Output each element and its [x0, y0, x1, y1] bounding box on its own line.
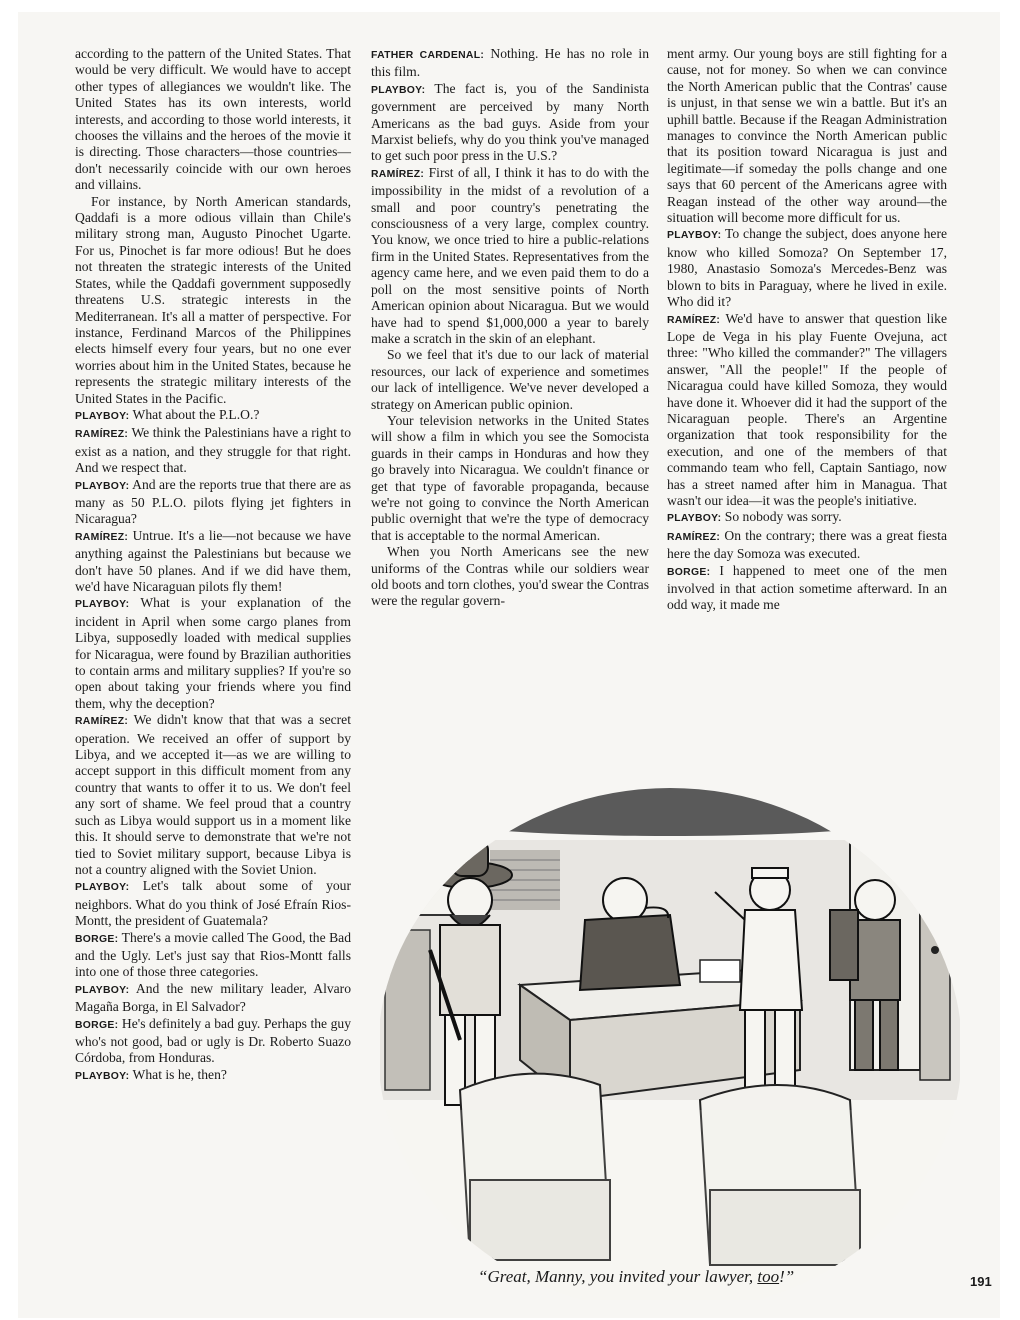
speaker-label: PLAYBOY:	[75, 882, 130, 894]
paragraph	[371, 81, 649, 165]
paragraph-text: When you North Americans see the new uniforms of the Contras while our soldiers wear old boots and torn clothes, you'd swear the Contras were the regular govern-	[371, 544, 649, 609]
paragraph-text: So nobody was sorry.	[724, 509, 842, 525]
paragraph	[75, 981, 351, 1016]
paragraph-text: according to the pattern of the United States. That would be very difficult. We would have to accept other types of allegiances we wouldn't like. The United States has its own interests, world interests, and according to those world interests, it chooses the villains and the heroes of the movie it is directing. Those characters—those countries—don't necessarily coincide with our own heroes and villains.	[75, 46, 351, 193]
paragraph	[667, 311, 947, 510]
paragraph-text: Untrue. It's a lie—not because we have anything against the Palestinians but because we don't have 50 planes. And if we did have them, we'd have Nicaraguan pilots fly them!	[75, 527, 351, 594]
paragraph	[75, 407, 351, 425]
paragraph-text: And are the reports true that there are as many as 50 P.L.O. pilots flying jet fighters in Nicaragua?	[75, 476, 351, 527]
paragraph	[371, 46, 649, 81]
paragraph	[75, 477, 351, 528]
paragraph-text: Let's talk about some of your neighbors. What do you think of José Efraín Rios-Montt, the president of Guatemala?	[75, 878, 351, 929]
paragraph	[667, 46, 947, 226]
speaker-label: PLAYBOY:	[75, 480, 130, 492]
speaker-label: PLAYBOY:	[667, 513, 722, 525]
speaker-label: PLAYBOY:	[75, 599, 130, 611]
speaker-label: PLAYBOY:	[75, 984, 130, 996]
paragraph	[75, 194, 351, 407]
paragraph	[667, 563, 947, 614]
paragraph	[371, 347, 649, 413]
paragraph-text: There's a movie called The Good, the Bad and the Ugly. Let's just say that Rios-Montt falls into one of those three categories.	[75, 929, 352, 980]
paragraph-text: Nothing. He has no role in this film.	[371, 46, 649, 80]
speaker-label: PLAYBOY:	[667, 230, 722, 242]
cartoon-caption: “Great, Manny, you invited your lawyer, too!”	[478, 1267, 795, 1286]
paragraph-text: To change the subject, does anyone here know who killed Somoza? On September 17, 1980, Anastasio Somoza's Mercedes-Benz was blown to bits in Paraguay, where he lived in exile. Who did it?	[667, 226, 948, 310]
paragraph-text: The fact is, you of the Sandinista government are perceived by many North Americans as the bad guys. Aside from your Marxist beliefs, why do you think you've managed to get such poor press in the U.S.?	[371, 80, 649, 164]
paragraph-text: We think the Palestinians have a right to exist as a nation, and they struggle for that right. And we respect that.	[75, 425, 351, 476]
speaker-label: BORGE:	[667, 566, 711, 578]
paragraph	[75, 1016, 351, 1067]
filing-cabinet	[385, 930, 430, 1090]
paragraph-text: On the contrary; there was a great fiesta here the day Somoza was executed.	[667, 527, 947, 562]
speaker-label: PLAYBOY:	[75, 410, 130, 422]
paragraph	[75, 878, 351, 929]
paragraph	[667, 528, 947, 563]
paragraph	[75, 595, 351, 712]
paragraph	[75, 712, 351, 878]
paragraph-text: ment army. Our young boys are still fighting for a cause, not for money. So when we can convince the North American public that the Contras' cause is unjust, in that sense we win a battle. But it's an uphill battle. Because if the Reagan Administration manages to convince the North American public that its position toward Nicaragua is just and legitimate—if someday the polls change and one says that 60 percent of the Americans agree with Reagan instead of the other way around—the situation will become more difficult for us.	[667, 46, 947, 226]
page-number: 191	[970, 1274, 992, 1289]
paragraph	[75, 1067, 351, 1085]
speaker-label: BORGE:	[75, 1019, 119, 1031]
text-column-2	[371, 46, 649, 610]
speaker-label: RAMÍREZ:	[75, 531, 129, 543]
speaker-label: RAMÍREZ:	[75, 716, 129, 728]
text-column-3	[667, 46, 947, 614]
speaker-label: RAMÍREZ:	[667, 314, 721, 326]
paragraph	[371, 413, 649, 544]
speaker-label: RAMÍREZ:	[75, 429, 129, 441]
paragraph-text: For instance, by North American standards, Qaddafi is a more odious villain than Chile's military strong man, Augusto Pinochet Ugarte. For us, Pinochet is far more odious! But he does not threaten the strategic interests of the United States, while the Qaddafi government supposedly threatens U.S. strategic interests in the Mediterranean. It's all a matter of perspective. For instance, Ferdinand Marcos of the Philippines elects himself every four years, but no one ever worries about him in the United States, because he represents the strategic military interests of the United States in the Pacific.	[75, 193, 351, 406]
paragraph	[667, 226, 947, 310]
speaker-label: PLAYBOY:	[371, 84, 426, 96]
paragraph-text: We didn't know that that was a secret operation. We received an offer of support by Libya, and we accepted it—as we are willing to accept support in this difficult moment from any country that wants to offer it to us. We don't feel any sort of shame. We feel proud that a country such as Libya would support us in a moment like this. It should serve to demonstrate that we're not tied to Soviet military support, because Libya is not a country aligned with the Soviet Union.	[75, 712, 351, 877]
paragraph-text: What about the P.L.O.?	[132, 406, 260, 422]
paragraph-text: First of all, I think it has to do with the impossibility in the midst of a revolution of a small and poor country's penetrating the consciousness of a very large, complex country. You know, we once tried to hire a public-relations firm in the United States. Representatives from the agency came here, and we even paid them to do a poll on the most sensitive points of North American opinion about Nicaragua. But we would have had to spend $1,000,000 a year to barely make a scratch in the skin of an elephant.	[371, 164, 649, 346]
cartoon-illustration	[370, 780, 970, 1300]
speaker-label: RAMÍREZ:	[371, 168, 425, 180]
paragraph-text: And the new military leader, Alvaro Magaña Borga, in El Salvador?	[75, 980, 352, 1015]
paragraph	[75, 930, 351, 981]
paragraph-text: So we feel that it's due to our lack of material resources, our lack of experience and sometimes our lack of intelligence. We've never developed a strategy on American public opinion.	[371, 347, 649, 412]
paragraph	[371, 165, 649, 347]
paragraph-text: We'd have to answer that question like Lope de Vega in his play Fuente Ovejuna, act three: "Who killed the commander?" The villagers answer, "All the people!" If the people of Nicaragua could have killed Somoza, they would have done it. Whoever did it had the support of the Nicaraguan people. There's an Argentine organization that took responsibility for the execution, and one of the members of that commando team who fell, Captain Santiago, now has a street named after him in Managua. That wasn't our idea—it was the people's initiative.	[667, 310, 947, 508]
speaker-label: BORGE:	[75, 933, 119, 945]
paragraph-text: I happened to meet one of the men involved in that action sometime afterward. In an odd way, it made me	[667, 562, 947, 613]
speaker-label: RAMÍREZ:	[667, 531, 721, 543]
paragraph	[75, 528, 351, 596]
speaker-label: PLAYBOY:	[75, 1070, 130, 1082]
paragraph-text: What is he, then?	[132, 1066, 227, 1082]
paragraph-text: He's definitely a bad guy. Perhaps the guy who's not good, bad or ugly is Dr. Roberto Suazo Córdoba, from Honduras.	[75, 1015, 351, 1066]
paragraph	[75, 425, 351, 476]
paragraph	[667, 509, 947, 527]
paragraph-text: What is your explanation of the incident in April when some cargo planes from Libya, supposedly loaded with medical supplies for Nicaragua, were found by Brazilian authorities to contain arms and military supplies? If you're so open about taking your friends where you find them, why the deception?	[75, 595, 351, 711]
text-column-1	[75, 46, 351, 1085]
paragraph	[75, 46, 351, 194]
paragraph	[371, 544, 649, 610]
magazine-page	[18, 12, 1000, 1318]
speaker-label: FATHER CARDENAL:	[371, 50, 485, 61]
paragraph-text: Your television networks in the United States will show a film in which you see the Somocista guards in their camps in Honduras and how they go bravely into Nicaragua. We couldn't finance or get that type of favorable propaganda, because we're not going to convince the North American public overnight that we're the type of democracy that is acceptable to the normal American.	[371, 412, 649, 543]
ceiling-shadow	[380, 780, 960, 836]
